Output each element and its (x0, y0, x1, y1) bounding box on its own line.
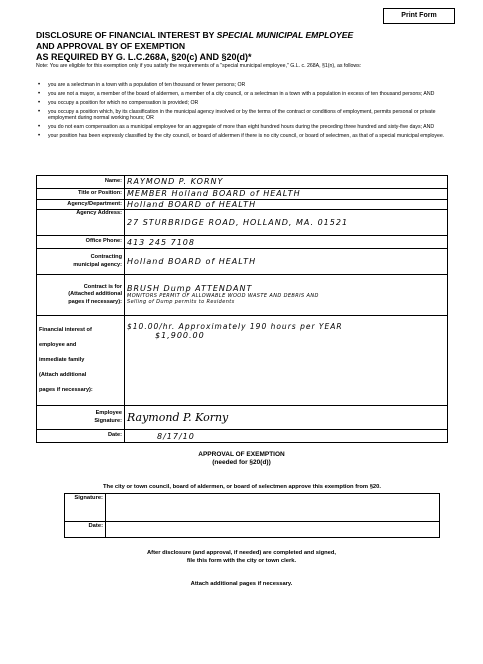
row-employee-signature (37, 406, 448, 430)
row-approval-date (65, 522, 440, 538)
row-contracting (37, 249, 448, 275)
form-title: DISCLOSURE OF FINANCIAL INTEREST BY SPECIAL MUNICIPAL EMPLOYEE AND APPROVAL BY OF EXEMPTION (36, 30, 354, 51)
contracting-field[interactable] (125, 249, 448, 275)
contract-label: Contract is for (Attached additional pages if necessary): (37, 275, 125, 316)
approval-intro: The city or town council, board of aldermen, or board of selectmen approve this exemption from §20. (103, 484, 381, 490)
name-label: Name: (37, 176, 125, 189)
phone-value: 413 245 7108 (127, 237, 195, 247)
row-agency (37, 199, 448, 210)
row-date (37, 430, 448, 443)
contracting-label: Contracting municipal agency: (37, 249, 125, 275)
criterion-item: • your position has been expressly classified by the city council, or board of aldermen if there is no city council, or board of selectmen, as that of a special municipal employee. (36, 133, 454, 139)
statute-reference: AS REQUIRED BY G. L.C.268A, §20(c) AND §20(d)* (36, 52, 252, 62)
attach-note: Attach additional pages if necessary. (190, 581, 293, 587)
contract-field[interactable] (125, 275, 448, 316)
agency-label: Agency/Department: (37, 199, 125, 210)
financial-field[interactable] (125, 315, 448, 405)
financial-label: Financial interest of employee and immediate family (Attach additional pages if necessary): (37, 315, 125, 405)
title-label: Title or Position: (37, 188, 125, 199)
approval-date-label: Date: (65, 522, 106, 538)
criterion-item: • you are a selectman in a town with a population of ten thousand or fewer persons; OR (36, 82, 454, 88)
contract-value-line1: BRUSH Dump ATTENDANT (127, 284, 253, 294)
criterion-item: • you do not earn compensation as a municipal employee for an aggregate of more than eight hundred hours during the preceding three hundred and sixty-five days; AND (36, 124, 454, 130)
criterion-item: • you are not a mayor, a member of the board of aldermen, a member of a city council, or a selectman in a town with a population in excess of ten thousand persons; AND (36, 91, 454, 97)
name-value: RAYMOND P. KORNY (127, 177, 224, 187)
date-field[interactable] (125, 430, 448, 443)
phone-label: Office Phone: (37, 236, 125, 249)
financial-value-line2: $1,900.00 (155, 330, 205, 340)
employee-signature: Raymond P. Korny (127, 411, 229, 425)
title-value: MEMBER Holland BOARD of HEALTH (127, 189, 301, 199)
employee-signature-field[interactable] (125, 406, 448, 430)
approval-heading: APPROVAL OF EXEMPTION (needed for §20(d)) (198, 451, 285, 466)
approval-signature-label: Signature: (65, 494, 106, 522)
contracting-value: Holland BOARD of HEALTH (127, 257, 257, 267)
row-financial (37, 315, 448, 405)
row-name (37, 176, 448, 189)
agency-field[interactable] (125, 199, 448, 210)
row-phone (37, 236, 448, 249)
date-label: Date: (37, 430, 125, 443)
name-field[interactable] (125, 176, 448, 189)
approval-date-field[interactable] (106, 522, 440, 538)
agency-value: Holland BOARD of HEALTH (127, 200, 257, 210)
row-title (37, 188, 448, 199)
row-approval-signature (65, 494, 440, 522)
approval-table (64, 493, 440, 538)
print-form-button[interactable]: Print Form (383, 8, 455, 24)
address-field[interactable] (125, 210, 448, 236)
address-value: 27 STURBRIDGE ROAD, HOLLAND, MA. 01521 (127, 218, 349, 228)
approval-signature-field[interactable] (106, 494, 440, 522)
date-value: 8/17/10 (157, 431, 195, 441)
criterion-item: • you occupy a position which, by its classification in the municipal agency involved or by the terms of the contract or conditions of employment, permits personal or private employment during normal working hours; OR (36, 109, 454, 122)
phone-field[interactable] (125, 236, 448, 249)
eligibility-criteria (36, 82, 454, 142)
criterion-item: • you occupy a position for which no compensation is provided; OR (36, 100, 454, 106)
row-contract (37, 275, 448, 316)
row-address (37, 210, 448, 236)
eligibility-note: Note: You are eligible for this exemption only if you satisfy the requirements of a "special municipal employee," G.L. c. 268A, §1(n), as follows: (36, 63, 362, 69)
disclosure-table (36, 175, 448, 443)
contract-value-line2: MONITORS PERMIT OF ALLOWABLE WOOD WASTE AND DEBRIS AND (127, 293, 319, 300)
contract-value-line3: Selling of Dump permits to Residents (127, 299, 235, 306)
address-label: Agency Address: (37, 210, 125, 236)
title-field[interactable] (125, 188, 448, 199)
employee-signature-label: Employee Signature: (37, 406, 125, 430)
filing-instructions: After disclosure (and approval, if needed) are completed and signed, file this form with the city or town clerk. (146, 550, 337, 564)
financial-value-line1: $10.00/hr. Approximately 190 hours per YEAR (127, 321, 343, 331)
